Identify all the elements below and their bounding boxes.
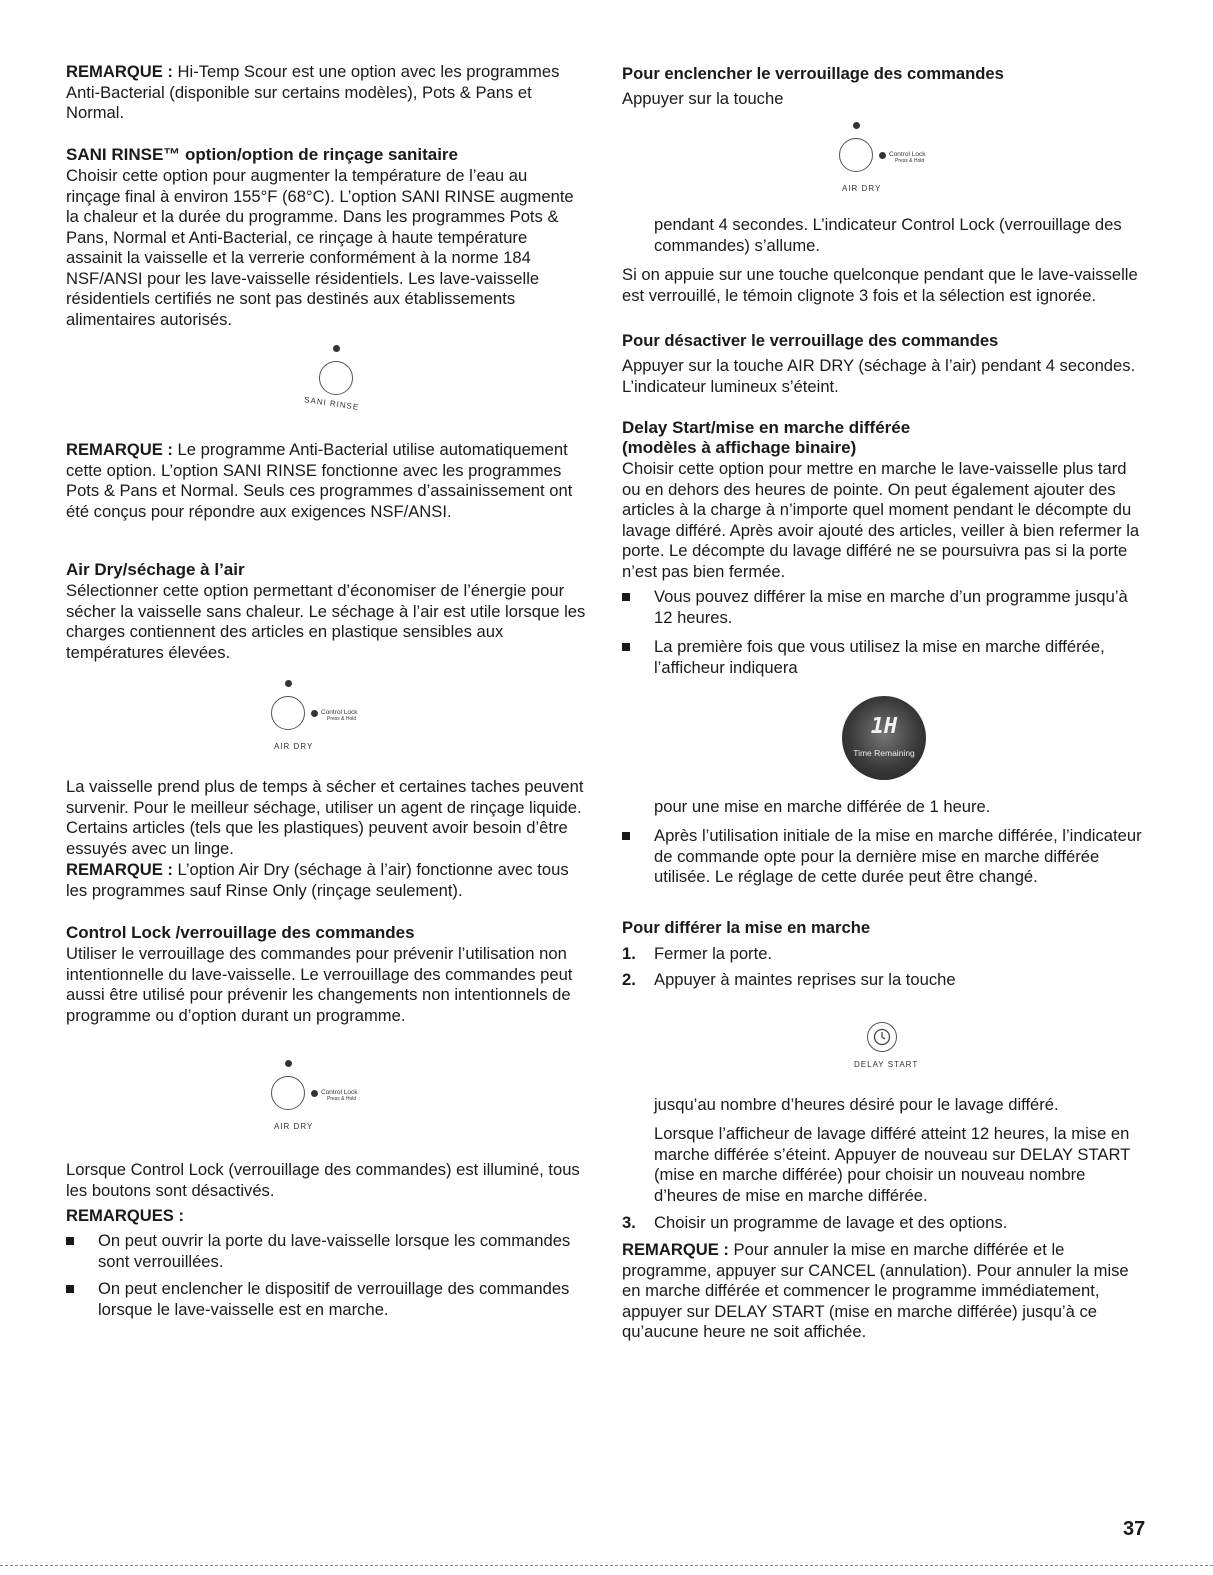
display-caption-text: pour une mise en marche différée de 1 heure. bbox=[654, 797, 991, 816]
page-edge-divider bbox=[0, 1565, 1213, 1566]
list-item: Après l’utilisation initiale de la mise en marche différée, l’indicateur de commande opte pour la dernière mise en marche différée utilisée. Le réglage de cette durée peut être changé. bbox=[622, 826, 1147, 888]
air-dry-text-2: La vaisselle prend plus de temps à sécher et certaines taches peuvent survenir. Pour le meilleur séchage, utiliser un agent de rinçage liquide. Certains articles (tels que les plastiques) peuvent avoir besoin d’être essuyés avec un linge. bbox=[66, 777, 584, 858]
air-dry-heading: Air Dry/séchage à l’air bbox=[66, 560, 245, 579]
sani-rinse-text: Choisir cette option pour augmenter la température de l’eau au rinçage final à environ 155°F (68°C). L’option SANI RINSE augmente la chaleur et la durée du programme. Dans les programmes Pots & Pans, Normal et Anti-Bacterial, ce rinçage à haute température assainit la vaisselle et la verrerie conformément à la norme 184 NSF/ANSI pour les lave-vaisselle résidentiels. Les lave-vaisselle résidentiels certifiés ne sont pas destinés aux établissements alimentaires autorisés. bbox=[66, 166, 574, 329]
control-lock-text: Utiliser le verrouillage des commandes pour prévenir l’utilisation non intentionnelle du lave-vaisselle. Le verrouillage des commandes peut aussi être utilisé pour prévenir les changements non intentionnels de programme ou d’option durant un programme. bbox=[66, 944, 573, 1025]
air-dry-button-icon: Control Lock Press & Hold AIR DRY bbox=[264, 680, 384, 760]
control-lock-heading: Control Lock /verrouillage des commandes bbox=[66, 923, 415, 942]
air-dry-text: Sélectionner cette option permettant d’économiser de l’énergie pour sécher la vaisselle sans chaleur. Le séchage à l’air est utile lorsque les charges contiennent des articles en plastique sensibles aux températures élevées. bbox=[66, 581, 586, 662]
remarque-air-dry: REMARQUE : L’option Air Dry (séchage à l’air) fonctionne avec tous les programmes sauf Rinse Only (rinçage seulement). bbox=[66, 860, 569, 900]
list-item: La première fois que vous utilisez la mise en marche différée, l’afficheur indiquera bbox=[622, 637, 1147, 678]
step-2: 2. Appuyer à maintes reprises sur la touche bbox=[622, 970, 956, 989]
delay-start-heading: Delay Start/mise en marche différée bbox=[622, 418, 911, 437]
list-item: On peut ouvrir la porte du lave-vaisselle lorsque les commandes sont verrouillées. bbox=[66, 1231, 586, 1272]
remarque-anti-bacterial: REMARQUE : Le programme Anti-Bacterial utilise automatiquement cette option. L’option SANI RINSE fonctionne avec les programmes Pots & Pans et Normal. Seuls ces programmes d’assainissement ont été conçus pour répondre aux exigences NSF/ANSI. bbox=[66, 440, 573, 521]
bullet-icon bbox=[66, 1285, 74, 1293]
enclencher-text-2: pendant 4 secondes. L’indicateur Control Lock (verrouillage des commandes) s’allume. bbox=[654, 215, 1122, 255]
control-lock-button-icon: Control Lock Press & Hold AIR DRY bbox=[264, 1060, 384, 1140]
air-dry-control-lock-icon: Control Lock Press & Hold AIR DRY bbox=[832, 122, 952, 202]
clock-icon bbox=[872, 1027, 892, 1047]
delay-start-text: Choisir cette option pour mettre en marche le lave-vaisselle plus tard ou en dehors des heures de pointe. On peut également ajouter des articles à la charge à n’importe quel moment pendant le décompte du lavage différé. Après avoir ajouté des articles, veiller à bien refermer la porte. Le décompte du lavage différé ne se poursuivra pas si la porte n’est pas bien fermée. bbox=[622, 459, 1140, 581]
list-item: Vous pouvez différer la mise en marche d’un programme jusqu’à 12 heures. bbox=[622, 587, 1147, 628]
step2-cont-2: Lorsque l’afficheur de lavage différé atteint 12 heures, la mise en marche différée s’éteint. Appuyer de nouveau sur DELAY START (mise en marche différée) pour choisir un nouveau nombre d’heures de mise en marche différée. bbox=[654, 1124, 1130, 1205]
step-3: 3. Choisir un programme de lavage et des options. bbox=[622, 1213, 1008, 1232]
step-1: 1. Fermer la porte. bbox=[622, 944, 773, 963]
sani-rinse-heading: SANI RINSE™ option/option de rinçage sanitaire bbox=[66, 145, 458, 164]
desactiver-text: Appuyer sur la touche AIR DRY (séchage à l’air) pendant 4 secondes. L’indicateur lumineux s’éteint. bbox=[622, 356, 1136, 396]
appuie-text: Si on appuie sur une touche quelconque pendant que le lave-vaisselle est verrouillé, le témoin clignote 3 fois et la sélection est ignorée. bbox=[622, 265, 1138, 305]
delay-start-subheading: (modèles à affichage binaire) bbox=[622, 438, 857, 457]
delay-display-icon: 1H Time Remaining bbox=[842, 696, 926, 780]
list-item: On peut enclencher le dispositif de verrouillage des commandes lorsque le lave-vaisselle est en marche. bbox=[66, 1279, 586, 1320]
control-lock-text-2: Lorsque Control Lock (verrouillage des commandes) est illuminé, tous les boutons sont désactivés. bbox=[66, 1160, 580, 1200]
bullet-icon bbox=[622, 832, 630, 840]
enclencher-text: Appuyer sur la touche bbox=[622, 89, 784, 108]
bullet-icon bbox=[66, 1237, 74, 1245]
bullet-icon bbox=[622, 643, 630, 651]
remarques-heading: REMARQUES : bbox=[66, 1206, 185, 1225]
sani-rinse-button-icon: SANI RINSE bbox=[294, 345, 374, 415]
bullet-icon bbox=[622, 593, 630, 601]
differer-heading: Pour différer la mise en marche bbox=[622, 918, 871, 937]
delay-start-button-icon: DELAY START bbox=[834, 1020, 934, 1076]
remarque-annuler: REMARQUE : Pour annuler la mise en marche différée et le programme, appuyer sur CANCEL (annulation). Pour annuler la mise en marche différée et commencer le programme immédiatement, appuyer sur DELAY START (mise en marche différée) jusqu’à ce qu’aucune heure ne soit affichée. bbox=[622, 1240, 1129, 1341]
desactiver-heading: Pour désactiver le verrouillage des commandes bbox=[622, 331, 999, 350]
step2-cont: jusqu’au nombre d’heures désiré pour le lavage différé. bbox=[654, 1095, 1059, 1114]
enclencher-heading: Pour enclencher le verrouillage des commandes bbox=[622, 64, 1004, 83]
page-number: 37 bbox=[1123, 1518, 1146, 1540]
remarque-hi-temp: REMARQUE : Hi-Temp Scour est une option avec les programmes Anti-Bacterial (disponible sur certains modèles), Pots & Pans et Normal. bbox=[66, 62, 560, 122]
